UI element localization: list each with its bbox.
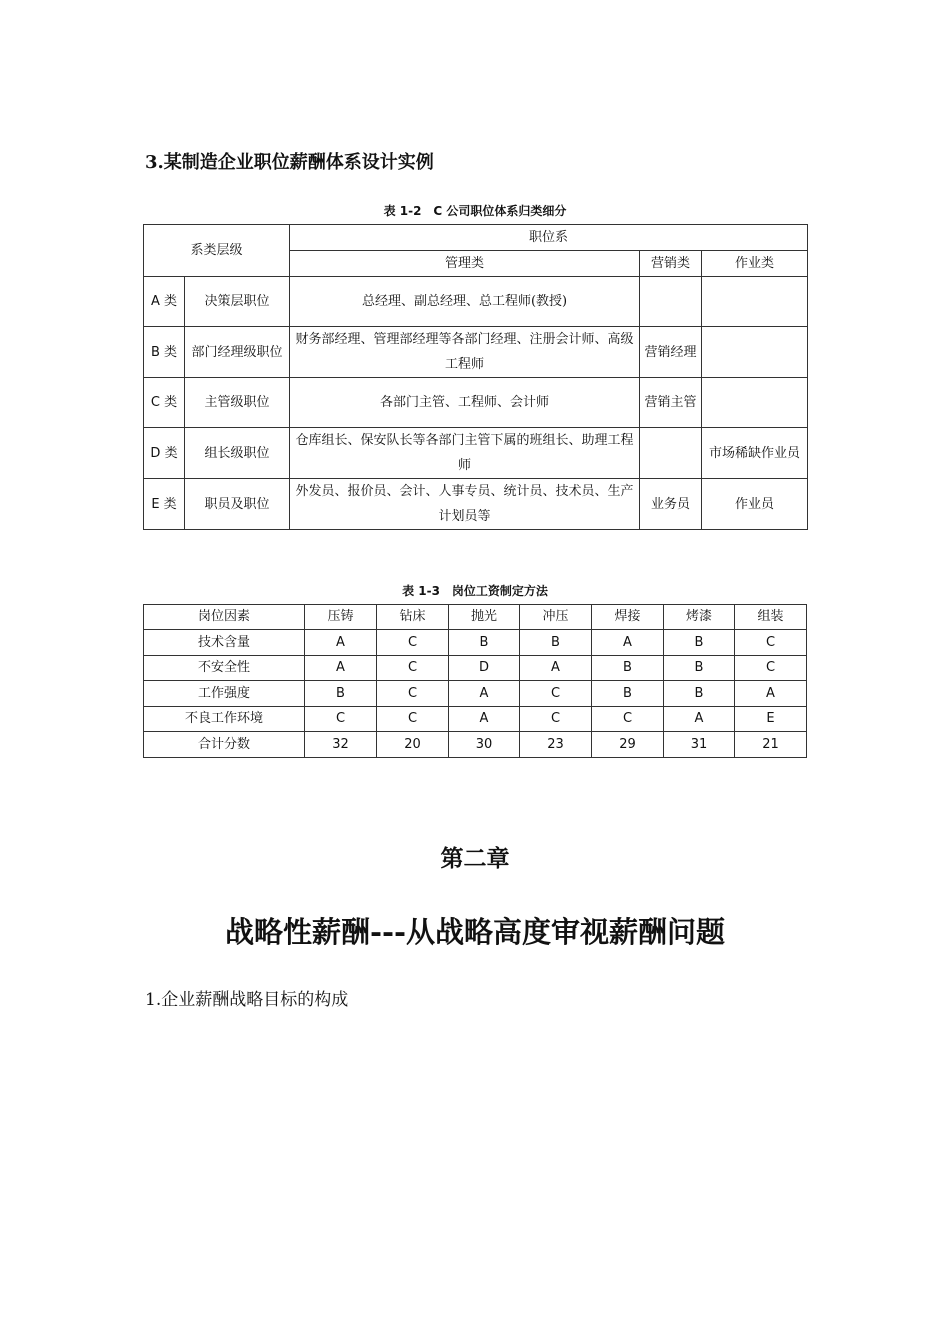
cell: 23 bbox=[520, 732, 592, 758]
cell: B bbox=[664, 630, 735, 656]
cell: E bbox=[735, 707, 807, 732]
header-management: 管理类 bbox=[290, 251, 640, 277]
cell: B bbox=[520, 630, 592, 656]
row-management: 外发员、报价员、会计、人事专员、统计员、技术员、生产计划员等 bbox=[290, 479, 640, 530]
chapter-title: 战略性薪酬---从战略高度审视薪酬问题 bbox=[224, 915, 726, 949]
row-sales bbox=[640, 277, 702, 327]
row-operations: 作业员 bbox=[702, 479, 808, 530]
cell: C bbox=[520, 707, 592, 732]
table-row bbox=[144, 378, 808, 428]
sub-heading: 1.企业薪酬战略目标的构成 bbox=[145, 990, 349, 1010]
row-level: 主管级职位 bbox=[185, 378, 290, 428]
table-row bbox=[144, 681, 807, 707]
cell: 21 bbox=[735, 732, 807, 758]
row-level: 组长级职位 bbox=[185, 428, 290, 479]
cell: A bbox=[664, 707, 735, 732]
cell: A bbox=[449, 681, 520, 707]
row-management: 财务部经理、管理部经理等各部门经理、注册会计师、高级工程师 bbox=[290, 327, 640, 378]
header-cell: 岗位因素 bbox=[144, 605, 305, 630]
row-operations bbox=[702, 327, 808, 378]
header-sales: 营销类 bbox=[640, 251, 702, 277]
table-row bbox=[144, 327, 808, 378]
cell: D bbox=[449, 656, 520, 681]
table-row bbox=[144, 707, 807, 732]
header-cell: 冲压 bbox=[520, 605, 592, 630]
row-label: 工作强度 bbox=[144, 681, 305, 707]
cell: B bbox=[305, 681, 377, 707]
wage-method-table bbox=[143, 604, 807, 758]
cell: C bbox=[592, 707, 664, 732]
cell: C bbox=[735, 630, 807, 656]
table-row bbox=[144, 630, 807, 656]
row-operations bbox=[702, 378, 808, 428]
row-operations: 市场稀缺作业员 bbox=[702, 428, 808, 479]
cell: B bbox=[592, 656, 664, 681]
row-management: 仓库组长、保安队长等各部门主管下属的班组长、助理工程师 bbox=[290, 428, 640, 479]
row-class: D 类 bbox=[144, 428, 185, 479]
cell: C bbox=[377, 630, 449, 656]
row-sales bbox=[640, 428, 702, 479]
cell: 32 bbox=[305, 732, 377, 758]
cell: C bbox=[377, 707, 449, 732]
row-label: 技术含量 bbox=[144, 630, 305, 656]
job-classification-table bbox=[143, 224, 808, 530]
header-cell: 焊接 bbox=[592, 605, 664, 630]
header-operations: 作业类 bbox=[702, 251, 808, 277]
cell: A bbox=[520, 656, 592, 681]
header-cell: 钻床 bbox=[377, 605, 449, 630]
cell: A bbox=[592, 630, 664, 656]
row-label: 合计分数 bbox=[144, 732, 305, 758]
header-cell: 压铸 bbox=[305, 605, 377, 630]
row-level: 部门经理级职位 bbox=[185, 327, 290, 378]
cell: A bbox=[305, 630, 377, 656]
cell: 30 bbox=[449, 732, 520, 758]
cell: A bbox=[305, 656, 377, 681]
cell: C bbox=[520, 681, 592, 707]
header-cell: 组装 bbox=[735, 605, 807, 630]
row-class: A 类 bbox=[144, 277, 185, 327]
cell: A bbox=[449, 707, 520, 732]
row-sales: 营销主管 bbox=[640, 378, 702, 428]
row-operations bbox=[702, 277, 808, 327]
chapter-label: 第二章 bbox=[440, 845, 510, 872]
row-sales: 营销经理 bbox=[640, 327, 702, 378]
row-management: 总经理、副总经理、总工程师(教授) bbox=[290, 277, 640, 327]
table-row bbox=[144, 656, 807, 681]
table2-caption: 表 1-3 岗位工资制定方法 bbox=[402, 584, 548, 598]
table-row bbox=[144, 732, 807, 758]
row-management: 各部门主管、工程师、会计师 bbox=[290, 378, 640, 428]
row-label: 不安全性 bbox=[144, 656, 305, 681]
table-row bbox=[144, 479, 808, 530]
cell: C bbox=[377, 656, 449, 681]
cell: B bbox=[664, 656, 735, 681]
header-cell: 烤漆 bbox=[664, 605, 735, 630]
row-class: E 类 bbox=[144, 479, 185, 530]
cell: 20 bbox=[377, 732, 449, 758]
table1-caption: 表 1-2 C 公司职位体系归类细分 bbox=[383, 204, 567, 218]
cell: B bbox=[592, 681, 664, 707]
cell: B bbox=[664, 681, 735, 707]
table-row bbox=[144, 428, 808, 479]
cell: B bbox=[449, 630, 520, 656]
section-heading: 3.某制造企业职位薪酬体系设计实例 bbox=[145, 152, 434, 173]
header-cell: 抛光 bbox=[449, 605, 520, 630]
header-row bbox=[144, 605, 807, 630]
row-class: C 类 bbox=[144, 378, 185, 428]
header-position-series: 职位系 bbox=[290, 225, 808, 251]
cell: C bbox=[305, 707, 377, 732]
table-row bbox=[144, 277, 808, 327]
row-class: B 类 bbox=[144, 327, 185, 378]
cell: C bbox=[735, 656, 807, 681]
cell: A bbox=[735, 681, 807, 707]
row-level: 决策层职位 bbox=[185, 277, 290, 327]
row-sales: 业务员 bbox=[640, 479, 702, 530]
cell: 29 bbox=[592, 732, 664, 758]
row-label: 不良工作环境 bbox=[144, 707, 305, 732]
cell: 31 bbox=[664, 732, 735, 758]
row-level: 职员及职位 bbox=[185, 479, 290, 530]
cell: C bbox=[377, 681, 449, 707]
header-category-level: 系类层级 bbox=[144, 225, 290, 277]
